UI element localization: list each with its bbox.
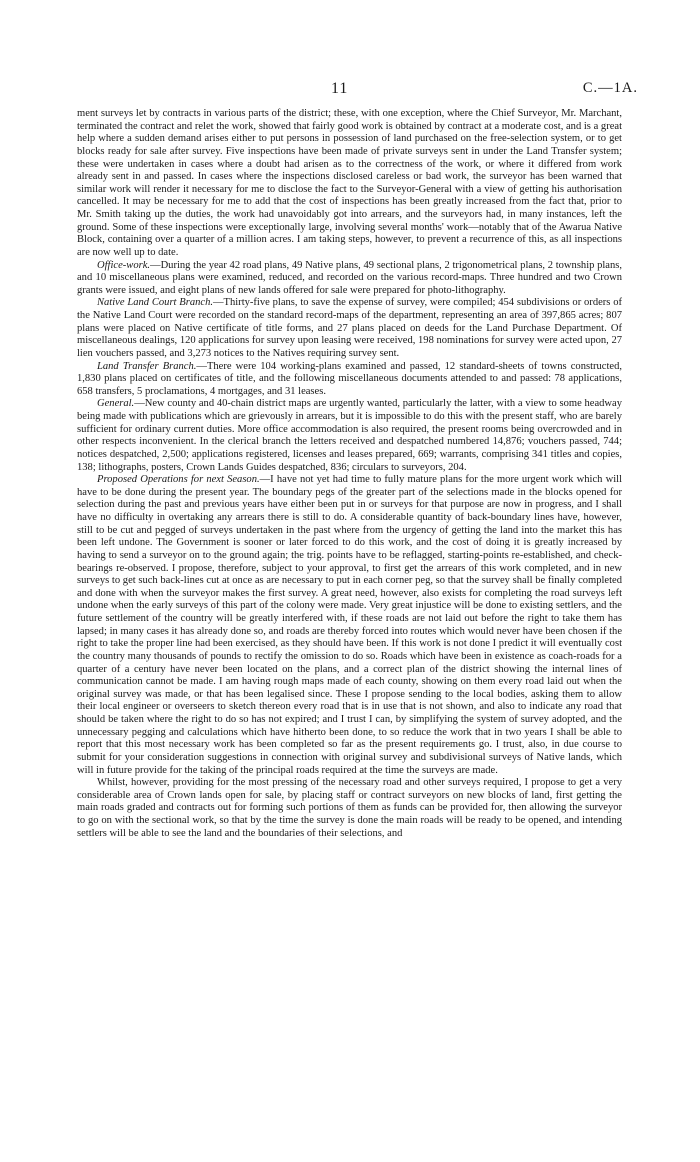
document-reference: C.—1A.	[582, 80, 638, 96]
paragraph-text: —Thirty-five plans, to save the expense of survey, were compiled; 454 subdivisions or orders of the Native Land Court were recorded on the standard record-maps of the department, representing an area of 397,865 acres; 807 plans were placed on Native certificate of title forms, and 27 plans placed on deeds for the Land Purchase Department. Of miscellaneous dealings, 120 applications for survey upon leasing were received, 198 nominations for survey were acted upon, 27 lien vouchers passed, and 3,273 notices to the Natives requiring survey sent.	[77, 297, 622, 359]
paragraph	[77, 297, 622, 360]
body-text	[77, 108, 622, 840]
paragraph	[77, 777, 622, 840]
section-heading: Office-work.	[97, 259, 151, 271]
paragraph	[77, 474, 622, 777]
paragraph	[77, 398, 622, 474]
paragraph-text: —During the year 42 road plans, 49 Native plans, 49 sectional plans, 2 trigonometrical plans, 2 township plans, and 10 miscellaneous plans were examined, reduced, and recorded on the various record-maps. Three hundred and two Crown grants were issued, and eight plans of new lands offered for sale were prepared for photo-lithography.	[77, 259, 622, 296]
page-header	[0, 80, 700, 100]
paragraph	[77, 108, 622, 260]
paragraph-text: —New county and 40-chain district maps are urgently wanted, particularly the latter, with a view to some headway being made with publications which are grievously in arrears, but it is impossible to do this with the present staff, who are barely sufficient for ordinary current duties. More office accommodation is also required, the present rooms being overcrowded and in other respects inconvenient. In the clerical branch the letters received and despatched numbered 14,876; vouchers passed, 744; notices despatched, 2,500; applications registered, licenses and leases prepared, 669; warrants, comprising 341 titles and copies, 138; lithographs, posters, Crown Lands Guides despatched, 836; circulars to surveyors, 204.	[77, 398, 622, 473]
paragraph-text: —There were 104 working-plans examined and passed, 12 standard-sheets of towns constructed, 1,830 plans placed on certificates of title, and the following miscellaneous documents attended to and passed: 78 applications, 658 transfers, 5 proclamations, 4 mortgages, and 31 leases.	[77, 360, 622, 397]
paragraph-text: —I have not yet had time to fully mature plans for the more urgent work which will have to be done during the present year. The boundary pegs of the greater part of the selections made in the blocks opened for selection during the past and previous years have either been put in or surveys for that purpose are now in progress, and I shall have no difficulty in overtaking any arrears there is still to do. A considerable quantity of back-boundary lines have, however, still to be cut and pegged of surveys undertaken in the past where from the urgency of getting the land into the market this has been left undone. The Government is sooner or later forced to do this work, and the cost of doing it is greatly increased by having to send a surveyor on to the ground again; the trig. points have to be reflagged, starting-points re-established, and check-bearings re-observed. I propose, therefore, subject to your approval, to first get the arrears of this work completed, and in new surveys to get such back-lines cut at once as are necessary to put in each corner peg, so that the survey shall be finally completed and done with when the surveyor makes the first survey. A great need, however, also exists for completing the road surveys left undone when the early surveys of this part of the colony were made. Very great injustice will be done to existing settlers, and the future settlement of the country will be greatly interfered with, if these roads are not laid out before the right to take them has lapsed; in many cases it has already done so, and roads are thereby forced into routes which would never have been chosen if the right to take the proper line had been exercised, as they should have been. If this work is not done I predict it will eventually cost the country many thousands of pounds to rectify the omission to do so. Roads which have been in existence as coach-roads for a quarter of a century have never been located on the plans, and a correct plan of the district showing the internal lines of communication cannot be made. I am having rough maps made of each county, showing on them every road laid out when the original survey was made, or that has been legalised since. These I propose sending to the local bodies, asking them to allow their local engineer or overseers to sketch thereon every road that is in use that is not shown, and also to indicate any road that should be taken where the right to do so has not expired; and I trust I can, by simplifying the system of survey adopted, and the unnecessary pegging and calculations which have hitherto been done, to so reduce the work that in two years I shall be able to report that this most necessary work has been completed so far as the present requirements go. I trust, also, in due course to submit for your consideration suggestions in connection with original survey and subdivisional surveys of Native lands, which will in future provide for the taking of the principal roads required at the time the surveys are made.	[77, 474, 622, 776]
paragraph	[77, 260, 622, 298]
section-heading: Native Land Court Branch.	[97, 297, 213, 309]
section-heading: General.	[97, 398, 135, 410]
section-heading: Proposed Operations for next Season.	[97, 474, 260, 486]
paragraph-text: ment surveys let by contracts in various parts of the district; these, with one exception, where the Chief Surveyor, Mr. Marchant, terminated the contract and relet the work, showed that fairly good work is obtained by contract at a moderate cost, and is a great help where a sudden demand arises either to put persons in possession of land purchased on the free-selection system, or to get blocks ready for sale after survey. Five inspections have been made of private surveys sent in under the Land Transfer system; these were undertaken in cases where a doubt had arisen as to the correctness of the work, or where it differed from work already sent in and passed. In cases where the inspections disclosed careless or bad work, the surveyor has been warned that similar work will render it necessary for me to disclose the fact to the Surveyor-General with a view of getting his authorisation cancelled. It may be necessary for me to add that the cost of inspections has been greatly increased from the fact that, prior to Mr. Smith taking up the duties, the work had unavoidably got into arrears, and the surveyors had, in many instances, left the ground. Some of these inspections were exceptionally large, involving several months' work—notably that of the Awarua Native Block, containing over a quarter of a million acres. I am taking steps, however, to prevent a recurrence of this, as all inspections are now well up to date.	[77, 108, 622, 258]
section-heading: Land Transfer Branch.	[97, 360, 197, 372]
paragraph-text: Whilst, however, providing for the most pressing of the necessary road and other surveys required, I propose to get a very considerable area of Crown lands open for sale, by placing staff or contract surveyors on new blocks of land, first getting the main roads graded and contracts out for forming such portions of them as funds can be provided for, then allowing the surveyor to go on with the sectional work, so that by the time the survey is done the main roads will be ready to be opened, and intending settlers will be able to see the land and the boundaries of their selections, and	[77, 777, 622, 839]
page-number: 11	[331, 80, 349, 97]
paragraph	[77, 361, 622, 399]
